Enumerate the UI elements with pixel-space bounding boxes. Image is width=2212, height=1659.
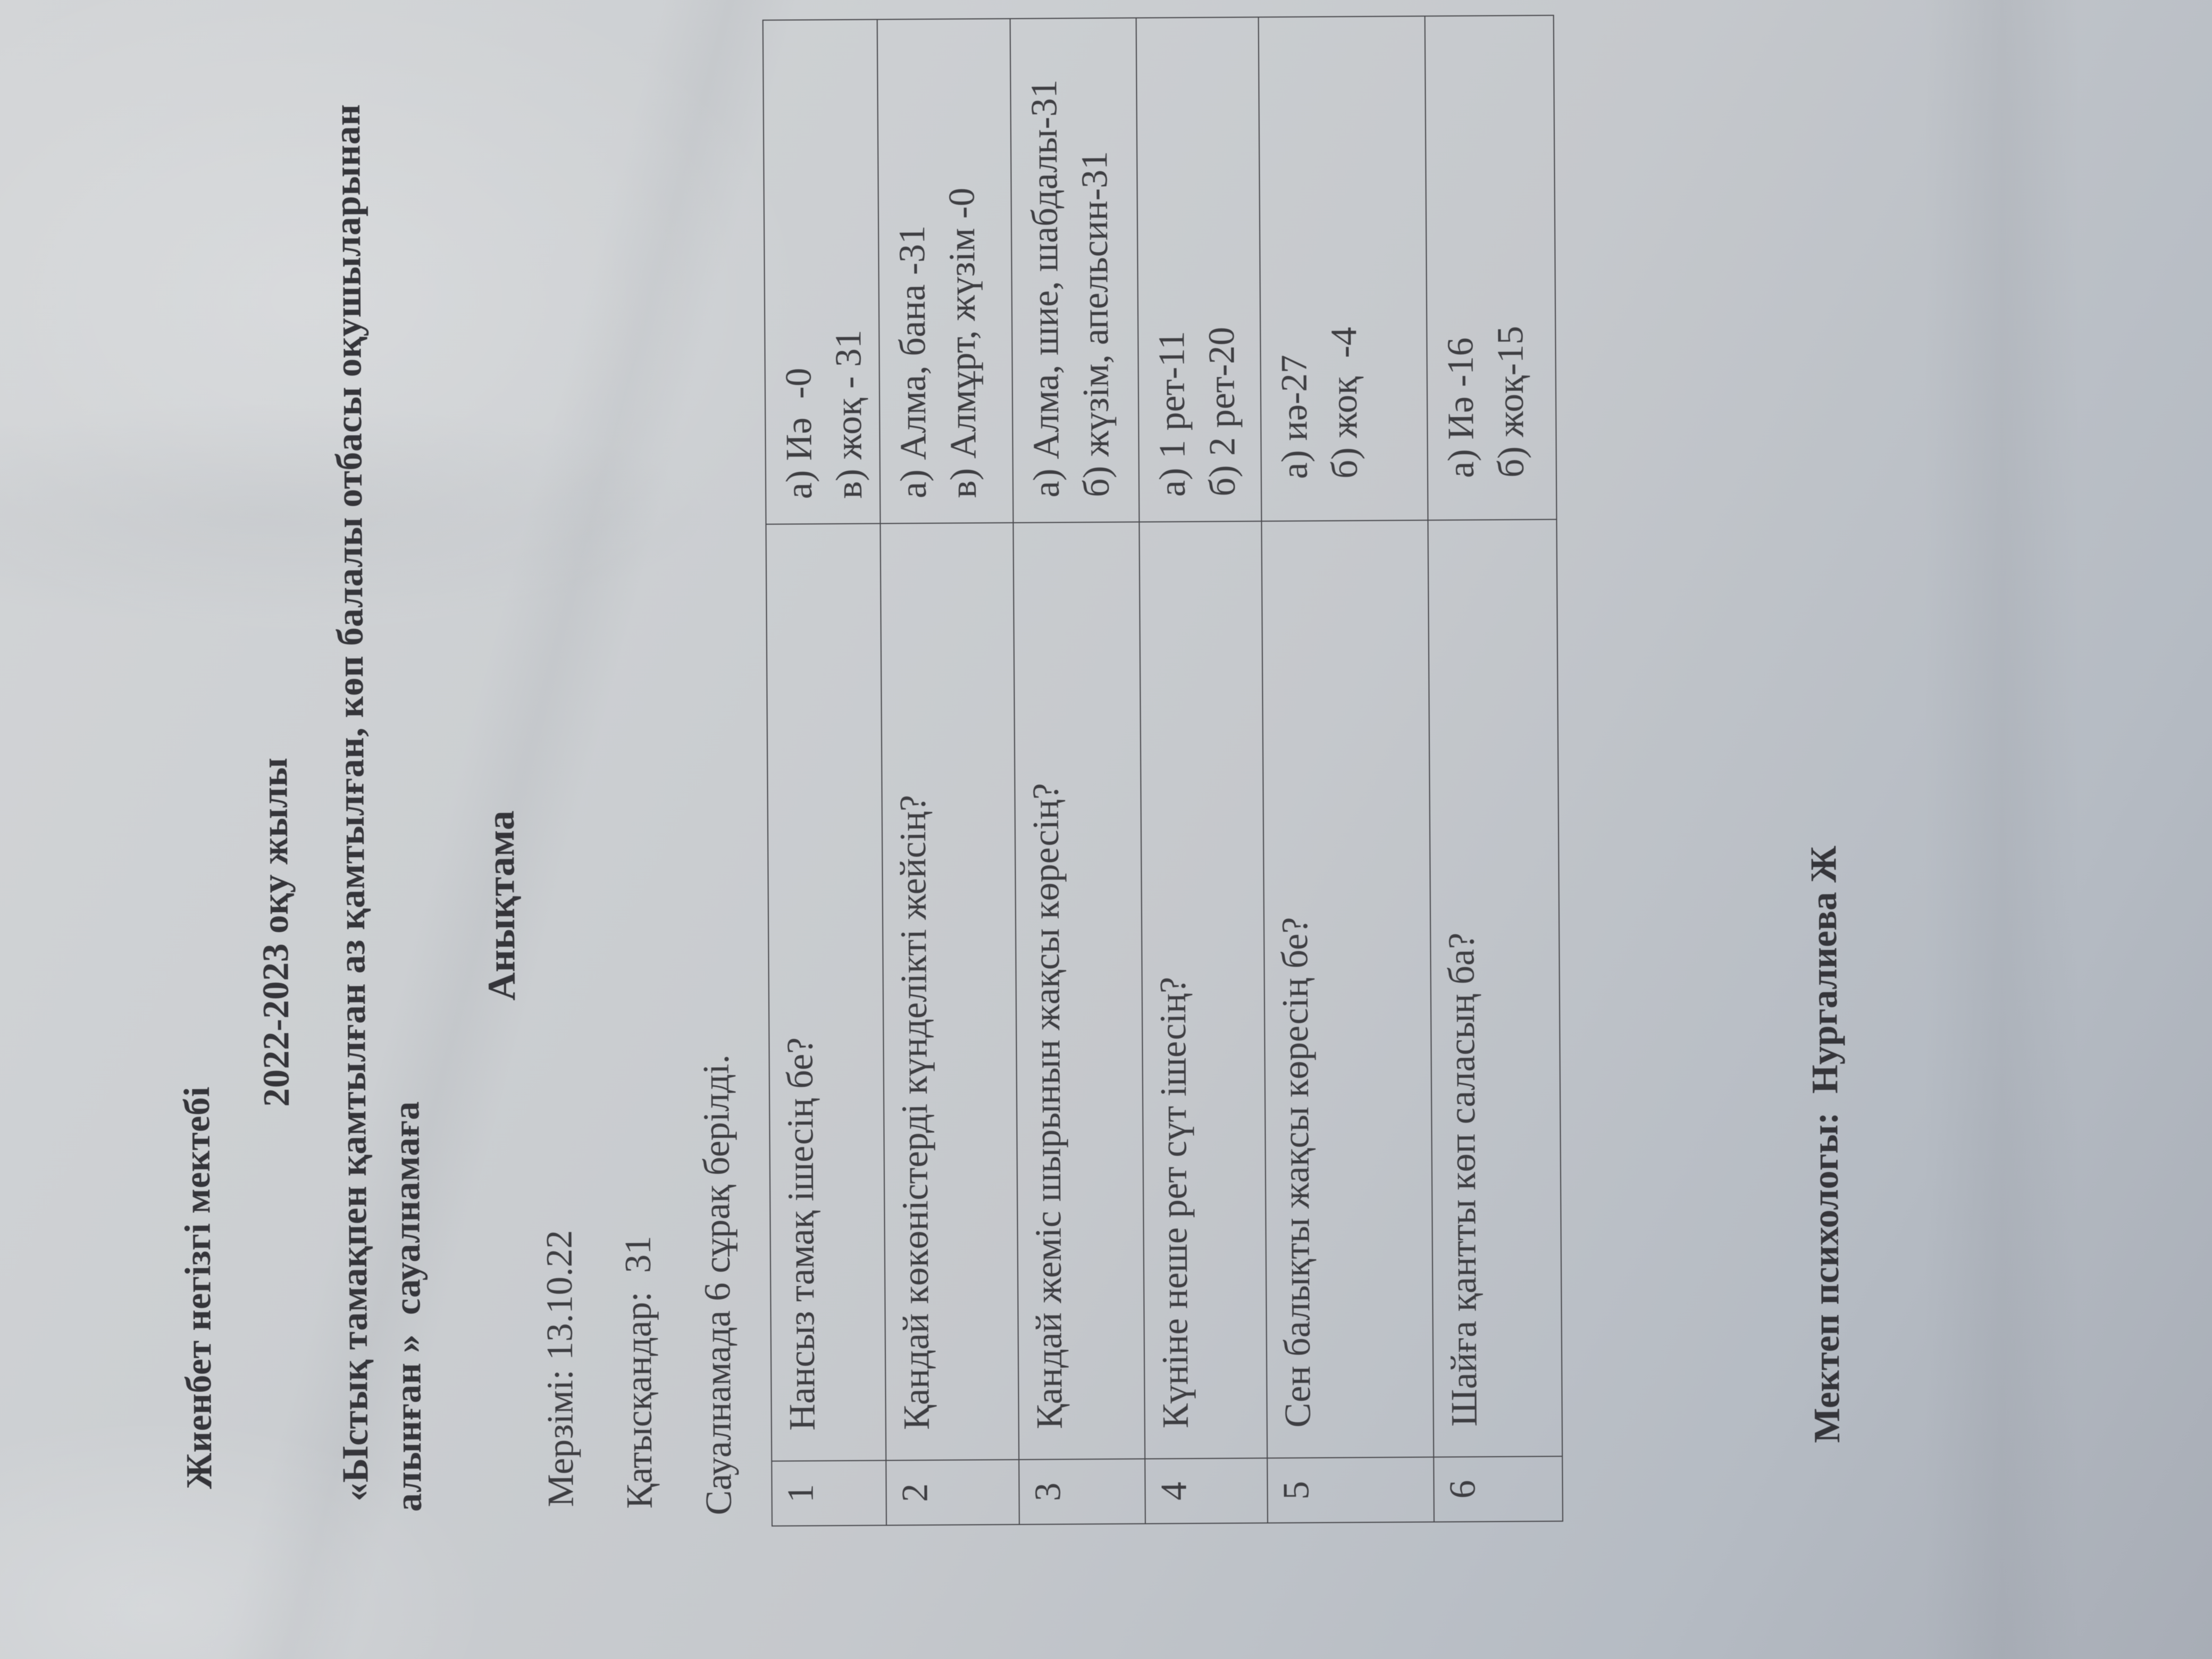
- answers-cell: [1259, 16, 1428, 521]
- school-name-line: Жиенбет негізгі мектебі: [176, 1086, 220, 1489]
- row-number-cell: 5: [1267, 1457, 1434, 1523]
- answers-cell: [1010, 18, 1139, 523]
- survey-title-line-2: алынған » сауалнамаға: [386, 1101, 430, 1512]
- table-row: [877, 19, 1019, 1525]
- table-row: [1425, 15, 1563, 1522]
- answers-cell: [877, 19, 1013, 524]
- answers-cell: [1136, 17, 1262, 522]
- answer-line: б) жоқ-15: [1490, 325, 1532, 478]
- question-cell: Сен балықты жақсы көресің бе?: [1261, 520, 1434, 1458]
- row-number-cell: 6: [1434, 1456, 1563, 1522]
- answers-cell: [763, 20, 881, 524]
- row-number-cell: 4: [1145, 1458, 1268, 1523]
- table-row: [763, 20, 886, 1526]
- participants-line: Қатысқандар: 31: [617, 1235, 660, 1509]
- row-number-cell: 3: [1019, 1459, 1145, 1524]
- table-row: [1136, 17, 1268, 1523]
- answer-line: а) Алма, бана -31: [892, 225, 935, 499]
- answer-line: в) жоқ - 31: [828, 329, 870, 499]
- intro-line: Сауалнамада 6 сұрақ берілді.: [696, 1054, 740, 1515]
- question-cell: Қандай жеміс шырынын жақсы көресің?: [1013, 522, 1145, 1460]
- answers-cell: [1425, 15, 1557, 520]
- answer-line: б) жүзім, апельсин-31: [1074, 150, 1118, 498]
- table-row: [1010, 18, 1145, 1524]
- answer-line: а) иә-27: [1273, 354, 1316, 480]
- question-cell: Қандай көкөністерді күнделікті жейсің?: [880, 523, 1019, 1460]
- survey-table: [763, 15, 1563, 1527]
- row-number-cell: 1: [772, 1461, 886, 1526]
- answer-line: а) Алма, шие, шабдалы-31: [1024, 79, 1068, 498]
- doc-type-heading: Анықтама: [479, 810, 524, 1001]
- answer-line: б) 2 рет-20: [1201, 326, 1244, 497]
- question-cell: Шайға қантты көп саласың ба?: [1428, 520, 1562, 1457]
- answer-line: а) Иә -16: [1440, 337, 1482, 479]
- psychologist-signature-line: Мектеп психологы: Нургалиева Ж: [1803, 845, 1848, 1443]
- answer-line: а) 1 рет-11: [1151, 331, 1194, 497]
- question-cell: Күніне неше рет сүт ішесің?: [1139, 521, 1267, 1459]
- answer-line: а) Иә -0: [778, 367, 820, 499]
- answer-line: в) Алмұрт, жүзім -0: [941, 187, 985, 498]
- survey-title-line-1: «Ыстық тамақпен қамтылған аз қамтылған, көп балалы отбасы оқушыларынан: [326, 104, 376, 1502]
- date-line: Мерзімі: 13.10.22: [539, 1230, 582, 1507]
- answer-line: б) жоқ -4: [1323, 326, 1365, 479]
- question-cell: Нансыз тамақ ішесің бе?: [766, 524, 886, 1461]
- row-number-cell: 2: [886, 1460, 1019, 1526]
- academic-year-line: 2022-2023 оқу жылы: [254, 757, 298, 1107]
- table-row: [1259, 16, 1434, 1523]
